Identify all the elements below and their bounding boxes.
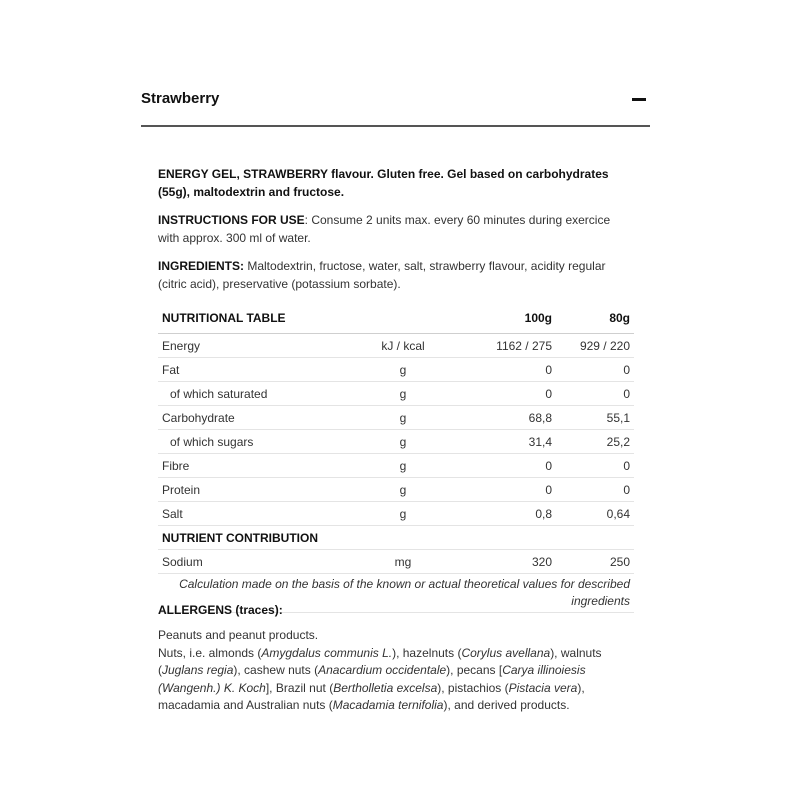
value-100g: 320 [468, 550, 556, 574]
header-divider [141, 125, 650, 127]
allergens-text [158, 627, 634, 715]
latin-name: Juglans regia [162, 663, 234, 677]
nutrient-unit: g [338, 502, 468, 526]
nutrient-name: Salt [158, 502, 338, 526]
value-80g: 0 [556, 358, 634, 382]
value-100g: 0 [468, 454, 556, 478]
table-section-row [158, 526, 634, 550]
latin-name: Amygdalus communis L. [261, 645, 393, 660]
header-100g: 100g [468, 305, 556, 334]
allergen-text-segment: ), pistachios ( [437, 680, 509, 695]
value-80g: 25,2 [556, 430, 634, 454]
calculation-note: Calculation made on the basis of the known or actual theoretical values for described ingredients [158, 574, 634, 613]
allergen-text-segment: Nuts, i.e. almonds ( [158, 645, 262, 660]
table-row [158, 358, 634, 382]
value-100g: 0,8 [468, 502, 556, 526]
nutrient-name: Protein [158, 478, 338, 502]
table-row [158, 334, 634, 358]
latin-name: Macadamia ternifolia [332, 698, 444, 712]
collapse-button[interactable] [628, 88, 650, 110]
value-80g: 929 / 220 [556, 334, 634, 358]
allergens-heading: ALLERGENS (traces): [158, 603, 283, 617]
allergen-text-segment: ), macadamia and Australian nuts ( [158, 680, 585, 712]
allergens-nuts [158, 645, 634, 715]
ingredients-label: INGREDIENTS: [158, 259, 245, 273]
header-unit [338, 305, 468, 334]
table-row [158, 550, 634, 574]
instructions-paragraph [158, 211, 634, 247]
value-100g: 1162 / 275 [468, 334, 556, 358]
allergens-peanuts: Peanuts and peanut products. [158, 628, 319, 642]
value-80g: 250 [556, 550, 634, 574]
allergen-text-segment: ), pecans [ [446, 663, 503, 677]
latin-name: Anacardium occidentale [318, 663, 447, 677]
value-100g: 68,8 [468, 406, 556, 430]
allergen-text-segment: ], Brazil nut ( [265, 680, 334, 695]
allergen-text-segment: ), cashew nuts ( [233, 663, 319, 677]
nutrient-unit: g [338, 478, 468, 502]
nutrition-table [158, 305, 634, 613]
nutrient-name: of which saturated [158, 382, 338, 406]
table-row [158, 430, 634, 454]
ingredients-paragraph [158, 257, 634, 293]
nutrient-unit: g [338, 382, 468, 406]
latin-name: Carya illinoiesis (Wangenh.) K. Koch [158, 663, 586, 695]
table-row [158, 382, 634, 406]
value-80g: 0 [556, 454, 634, 478]
nutrient-name: Fibre [158, 454, 338, 478]
nutrient-name: of which sugars [158, 430, 338, 454]
value-80g: 55,1 [556, 406, 634, 430]
value-100g: 0 [468, 478, 556, 502]
section-nutrient-contribution: NUTRIENT CONTRIBUTION [158, 526, 634, 550]
instructions-label: INSTRUCTIONS FOR USE [158, 213, 305, 227]
nutrient-unit: g [338, 430, 468, 454]
table-row [158, 478, 634, 502]
nutrient-unit: g [338, 406, 468, 430]
nutrient-name: Sodium [158, 550, 338, 574]
table-row [158, 454, 634, 478]
value-100g: 0 [468, 358, 556, 382]
nutrient-name: Carbohydrate [158, 406, 338, 430]
accordion-header[interactable] [141, 88, 650, 126]
value-80g: 0 [556, 478, 634, 502]
nutrient-name: Fat [158, 358, 338, 382]
latin-name: Bertholletia excelsa [333, 680, 438, 695]
table-row [158, 502, 634, 526]
nutrient-unit: mg [338, 550, 468, 574]
value-100g: 0 [468, 382, 556, 406]
value-80g: 0,64 [556, 502, 634, 526]
minus-icon [632, 98, 646, 101]
nutrient-name: Energy [158, 334, 338, 358]
allergen-text-segment: ), walnuts ( [158, 645, 602, 677]
table-row [158, 406, 634, 430]
header-nutritional-table: NUTRITIONAL TABLE [158, 305, 338, 334]
allergen-text-segment: ), and derived products. [443, 698, 570, 712]
value-100g: 31,4 [468, 430, 556, 454]
latin-name: Pistacia vera [508, 680, 578, 695]
nutrient-unit: g [338, 358, 468, 382]
nutrient-unit: kJ / kcal [338, 334, 468, 358]
latin-name: Corylus avellana [461, 645, 551, 660]
ingredients-text: Maltodextrin, fructose, water, salt, strawberry flavour, acidity regular (citric acid), preservative (potassium sorbate). [158, 259, 606, 291]
header-80g: 80g [556, 305, 634, 334]
table-header-row [158, 305, 634, 334]
product-description: ENERGY GEL, STRAWBERRY flavour. Gluten free. Gel based on carbohydrates (55g), maltodextrin and fructose. [158, 167, 609, 199]
value-80g: 0 [556, 382, 634, 406]
allergen-text-segment: ), hazelnuts ( [392, 645, 462, 660]
instructions-text: : Consume 2 units max. every 60 minutes during exercice with approx. 300 ml of water. [158, 213, 611, 245]
accordion-title: Strawberry [141, 90, 220, 107]
accordion-content [158, 153, 634, 613]
nutrient-unit: g [338, 454, 468, 478]
